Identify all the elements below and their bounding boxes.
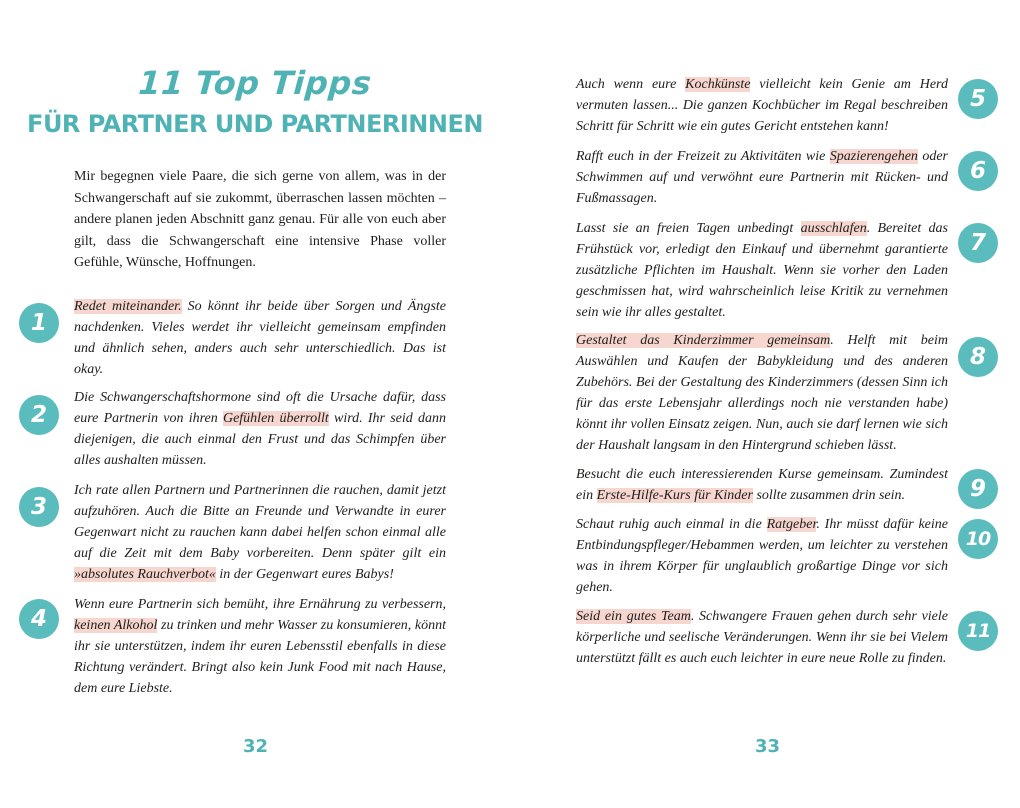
tip-7-highlight: ausschlafen <box>800 221 867 236</box>
tip-2-highlight: Gefühlen überrollt <box>222 411 329 426</box>
tip-7-pre: Lasst sie an freien Tagen unbedingt <box>576 221 801 236</box>
tip-11-post: . Schwangere Frauen gehen durch sehr viele körperliche und seelische Veränderungen. Wenn ihr sie bei Vielem unterstützt fällt es auch euch leichter in eure neue Rolle zu finden. <box>576 609 948 666</box>
tip-number-badge-2: 2 <box>20 396 58 434</box>
tip-6-post: oder Schwimmen auf und verwöhnt eure Partnerin mit Rücken- und Fußmassagen. <box>576 149 948 206</box>
tip-1-post: So könnt ihr beide über Sorgen und Ängste nachdenken. Vieles werdet ihr vielleicht gemeinsam empfinden und ähnlich sehen, anders auch sehr unterschiedlich. Das ist okay. <box>74 299 446 377</box>
tip-8 <box>576 330 948 456</box>
tip-7 <box>576 218 948 323</box>
tip-5-highlight: Kochkünste <box>685 77 751 92</box>
tip-1 <box>74 296 446 380</box>
tip-number-badge-5: 5 <box>959 80 997 118</box>
tip-4-post: zu trinken und mehr Wasser zu konsumieren, könnt ihr sie unterstützen, indem ihr euren Lebensstil ebenfalls in diese Richtung verändert. Bringt also kein Junk Food mit nach Hause, dem eure Liebste. <box>74 618 446 696</box>
tip-6-highlight: Spazierengehen <box>829 149 918 164</box>
tip-9-pre: Besucht die euch interessierenden Kurse gemeinsam. Zumindest ein <box>576 467 948 503</box>
tip-number-badge-9: 9 <box>959 470 997 508</box>
tip-10-pre: Schaut ruhig auch einmal in die <box>576 517 767 532</box>
tip-number-badge-10: 10 <box>959 520 997 558</box>
tip-2 <box>74 387 446 471</box>
tip-8-highlight: Gestaltet das Kinderzimmer gemeinsam <box>576 333 831 348</box>
tip-5-post: vielleicht kein Genie am Herd vermuten lassen... Die ganzen Kochbücher im Regal beschreiben Schritt für Schritt wie ein gutes Gericht entstehen kann! <box>576 77 948 134</box>
tip-6 <box>576 146 948 209</box>
page-subtitle: FÜR PARTNER UND PARTNERINNEN <box>27 110 483 138</box>
tip-3-post: in der Gegenwart eures Babys! <box>215 567 394 582</box>
tip-11-highlight: Seid ein gutes Team <box>576 609 691 624</box>
tip-5-pre: Auch wenn eure <box>576 77 686 92</box>
intro-paragraph: Mir begegnen viele Paare, die sich gerne von allem, was in der Schwangerschaft auf sie zukommt, überraschen lassen möchten – andere planen jeden Abschnitt ganz genau. Für alle von euch aber gilt, dass die Schwangerschaft eine intensive Phase voller Gefühle, Wünsche, Hoffnungen. <box>74 169 446 270</box>
tip-number-badge-7: 7 <box>959 224 997 262</box>
tip-4-pre: Wenn eure Partnerin sich bemüht, ihre Ernährung zu verbessern, <box>74 597 446 612</box>
tip-number-badge-11: 11 <box>959 612 997 650</box>
tip-9-highlight: Erste-Hilfe-Kurs für Kinder <box>596 488 753 503</box>
page-number-left: 32 <box>243 736 269 757</box>
page-right <box>510 0 1020 808</box>
tip-number-badge-3: 3 <box>20 488 58 526</box>
tip-number-badge-8: 8 <box>959 338 997 376</box>
tip-9-post: sollte zusammen drin sein. <box>752 488 906 503</box>
tip-4-highlight: keinen Alkohol <box>74 618 158 633</box>
tip-3 <box>74 480 446 585</box>
tip-2-pre: Die Schwangerschaftshormone sind oft die Ursache dafür, dass eure Partnerin von ihren <box>74 390 446 426</box>
tip-10 <box>576 514 948 598</box>
tip-9 <box>576 464 948 506</box>
tip-3-highlight: »absolutes Rauchverbot« <box>74 567 216 582</box>
tip-3-pre: Ich rate allen Partnern und Partnerinnen die rauchen, damit jetzt aufzuhören. Auch die Bitte an Freunde und Verwandte in eurer Gegenwart nicht zu rauchen kann dabei helfen schon einmal alle auf die Zeit mit dem Baby vorbereiten. Denn später gilt ein <box>74 483 446 561</box>
page-number-right: 33 <box>755 736 781 757</box>
tip-7-post: . Bereitet das Frühstück vor, erledigt den Einkauf und übernehmt garantierte zusätzliche Pflichten im Haushalt. Wenn sie vorher den Laden geschmissen hat, wird wahrscheinlich leise Kritik zu vernehmen sein wie ihr alles gestaltet. <box>576 221 949 320</box>
tip-1-highlight: Redet miteinander. <box>74 299 182 314</box>
tip-number-badge-4: 4 <box>20 600 58 638</box>
tip-10-post: . Ihr müsst dafür keine Entbindungspfleger/Hebammen werden, um leichter zu verstehen was in ihrem Körper für unglaublich großartige Dinge vor sich gehen. <box>576 517 948 595</box>
tip-number-badge-6: 6 <box>959 152 997 190</box>
tip-10-highlight: Ratgeber <box>766 517 817 532</box>
tip-6-pre: Rafft euch in der Freizeit zu Aktivitäten wie <box>576 149 830 164</box>
page-title: 11 Top Tipps <box>137 64 373 102</box>
tip-4 <box>74 594 446 699</box>
tip-8-post: . Helft mit beim Auswählen und Kaufen der Babykleidung und des anderen Zubehörs. Bei der Gestaltung des Kinderzimmers (dessen Sinn ich für das erste Lebensjahr allerdings noch nie verstanden habe) könnt ihr vollen Einsatz zeigen. Nun, auch sie darf lernen wie sich der Haushalt langsam in den Hintergrund schieben lässt. <box>576 333 948 453</box>
tip-5 <box>576 74 948 137</box>
tip-number-badge-1: 1 <box>20 304 58 342</box>
tip-2-post: wird. Ihr seid dann diejenigen, die auch einmal den Frust und das Schimpfen über alles aushalten müssen. <box>74 411 447 468</box>
tip-11 <box>576 606 948 669</box>
